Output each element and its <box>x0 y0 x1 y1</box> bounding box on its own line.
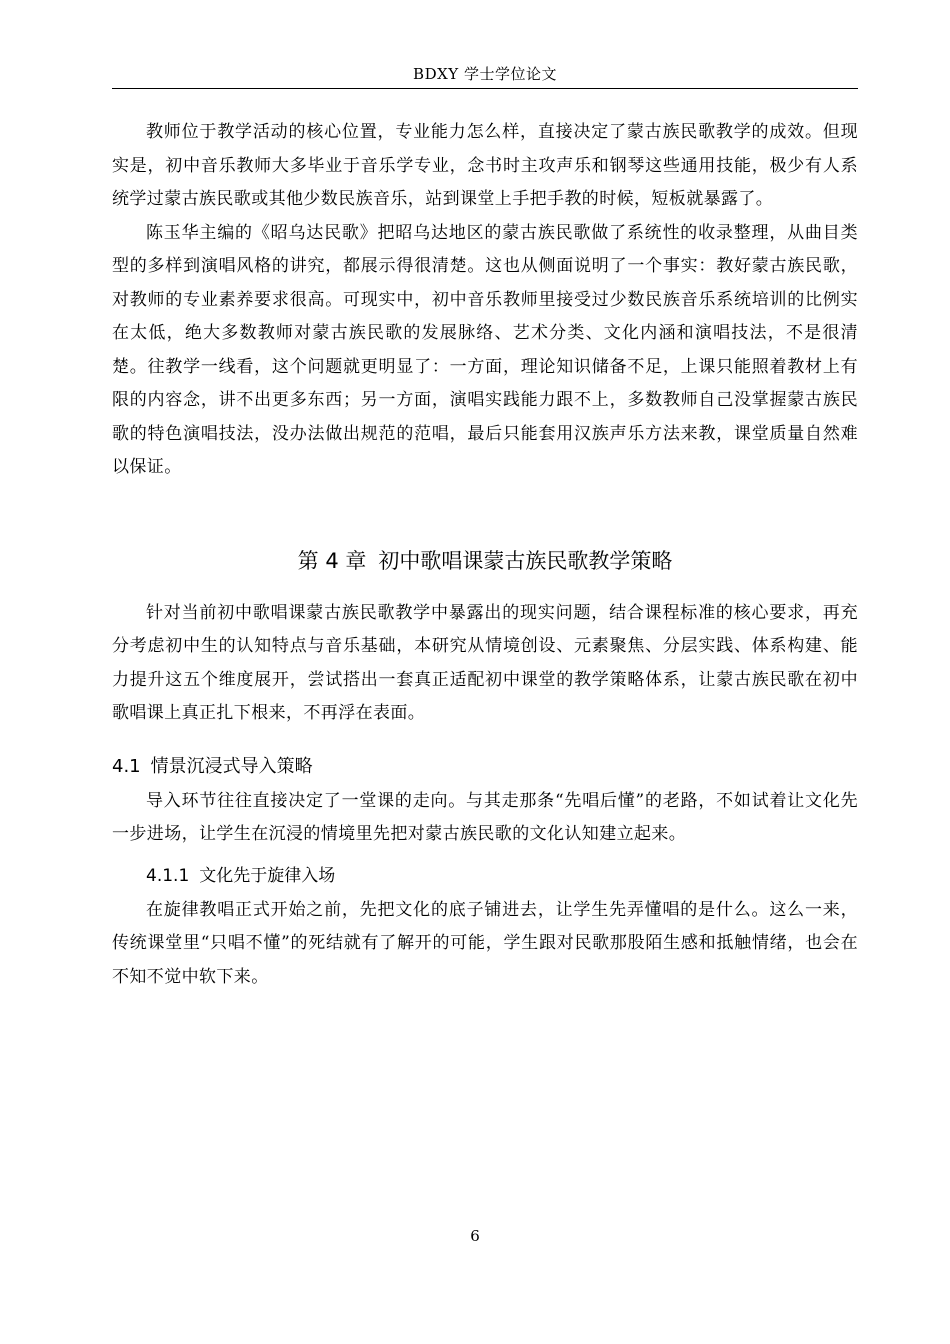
chapter-intro-paragraph: 针对当前初中歌唱课蒙古族民歌教学中暴露出的现实问题，结合课程标准的核心要求，再充分考虑初中生的认知特点与音乐基础，本研究从情境创设、元素聚焦、分层实践、体系构建、能力提升这五个维度展开，尝试搭出一套真正适配初中课堂的教学策略体系，让蒙古族民歌在初中歌唱课上真正扎下根来，不再浮在表面。 <box>112 602 858 723</box>
subsection-number: 4.1.1 <box>146 865 190 886</box>
section-number: 4.1 <box>112 755 141 777</box>
subsection-paragraph: 在旋律教唱正式开始之前，先把文化的底子铺进去，让学生先弄懂唱的是什么。这么一来，传统课堂里“只唱不懂”的死结就有了解开的可能，学生跟对民歌那股陌生感和抵触情绪，也会在不知不觉中软下来。 <box>112 899 858 987</box>
page-number: 6 <box>470 1227 480 1245</box>
section-heading <box>112 749 858 785</box>
chapter-number: 第 4 章 <box>297 548 367 573</box>
section-title: 情景沉浸式导入策略 <box>150 755 313 777</box>
subsection-heading <box>112 858 858 894</box>
body-paragraph: 教师位于教学活动的核心位置，专业能力怎么样，直接决定了蒙古族民歌教学的成效。但现实是，初中音乐教师大多毕业于音乐学专业，念书时主攻声乐和钢琴这些通用技能，极少有人系统学过蒙古族民歌或其他少数民族音乐，站到课堂上手把手教的时候，短板就暴露了。 <box>112 122 858 209</box>
subsection-title: 文化先于旋律入场 <box>199 865 336 886</box>
section-paragraph: 导入环节往往直接决定了一堂课的走向。与其走那条“先唱后懂”的老路，不如试着让文化先一步进场，让学生在沉浸的情境里先把对蒙古族民歌的文化认知建立起来。 <box>112 790 858 844</box>
header-rule <box>112 88 858 89</box>
chapter-heading <box>112 541 858 581</box>
page-body <box>112 116 858 994</box>
chapter-title: 初中歌唱课蒙古族民歌教学策略 <box>378 548 673 573</box>
running-header: BDXY 学士学位论文 <box>413 65 557 83</box>
body-paragraph: 陈玉华主编的《昭乌达民歌》把昭乌达地区的蒙古族民歌做了系统性的收录整理，从曲目类型的多样到演唱风格的讲究，都展示得很清楚。这也从侧面说明了一个事实：教好蒙古族民歌，对教师的专业素养要求很高。可现实中，初中音乐教师里接受过少数民族音乐系统培训的比例实在太低，绝大多数教师对蒙古族民歌的发展脉络、艺术分类、文化内涵和演唱技法，不是很清楚。往教学一线看，这个问题就更明显了：一方面，理论知识储备不足，上课只能照着教材上有限的内容念，讲不出更多东西；另一方面，演唱实践能力跟不上，多数教师自己没掌握蒙古族民歌的特色演唱技法，没办法做出规范的范唱，最后只能套用汉族声乐方法来教，课堂质量自然难以保证。 <box>112 222 858 477</box>
